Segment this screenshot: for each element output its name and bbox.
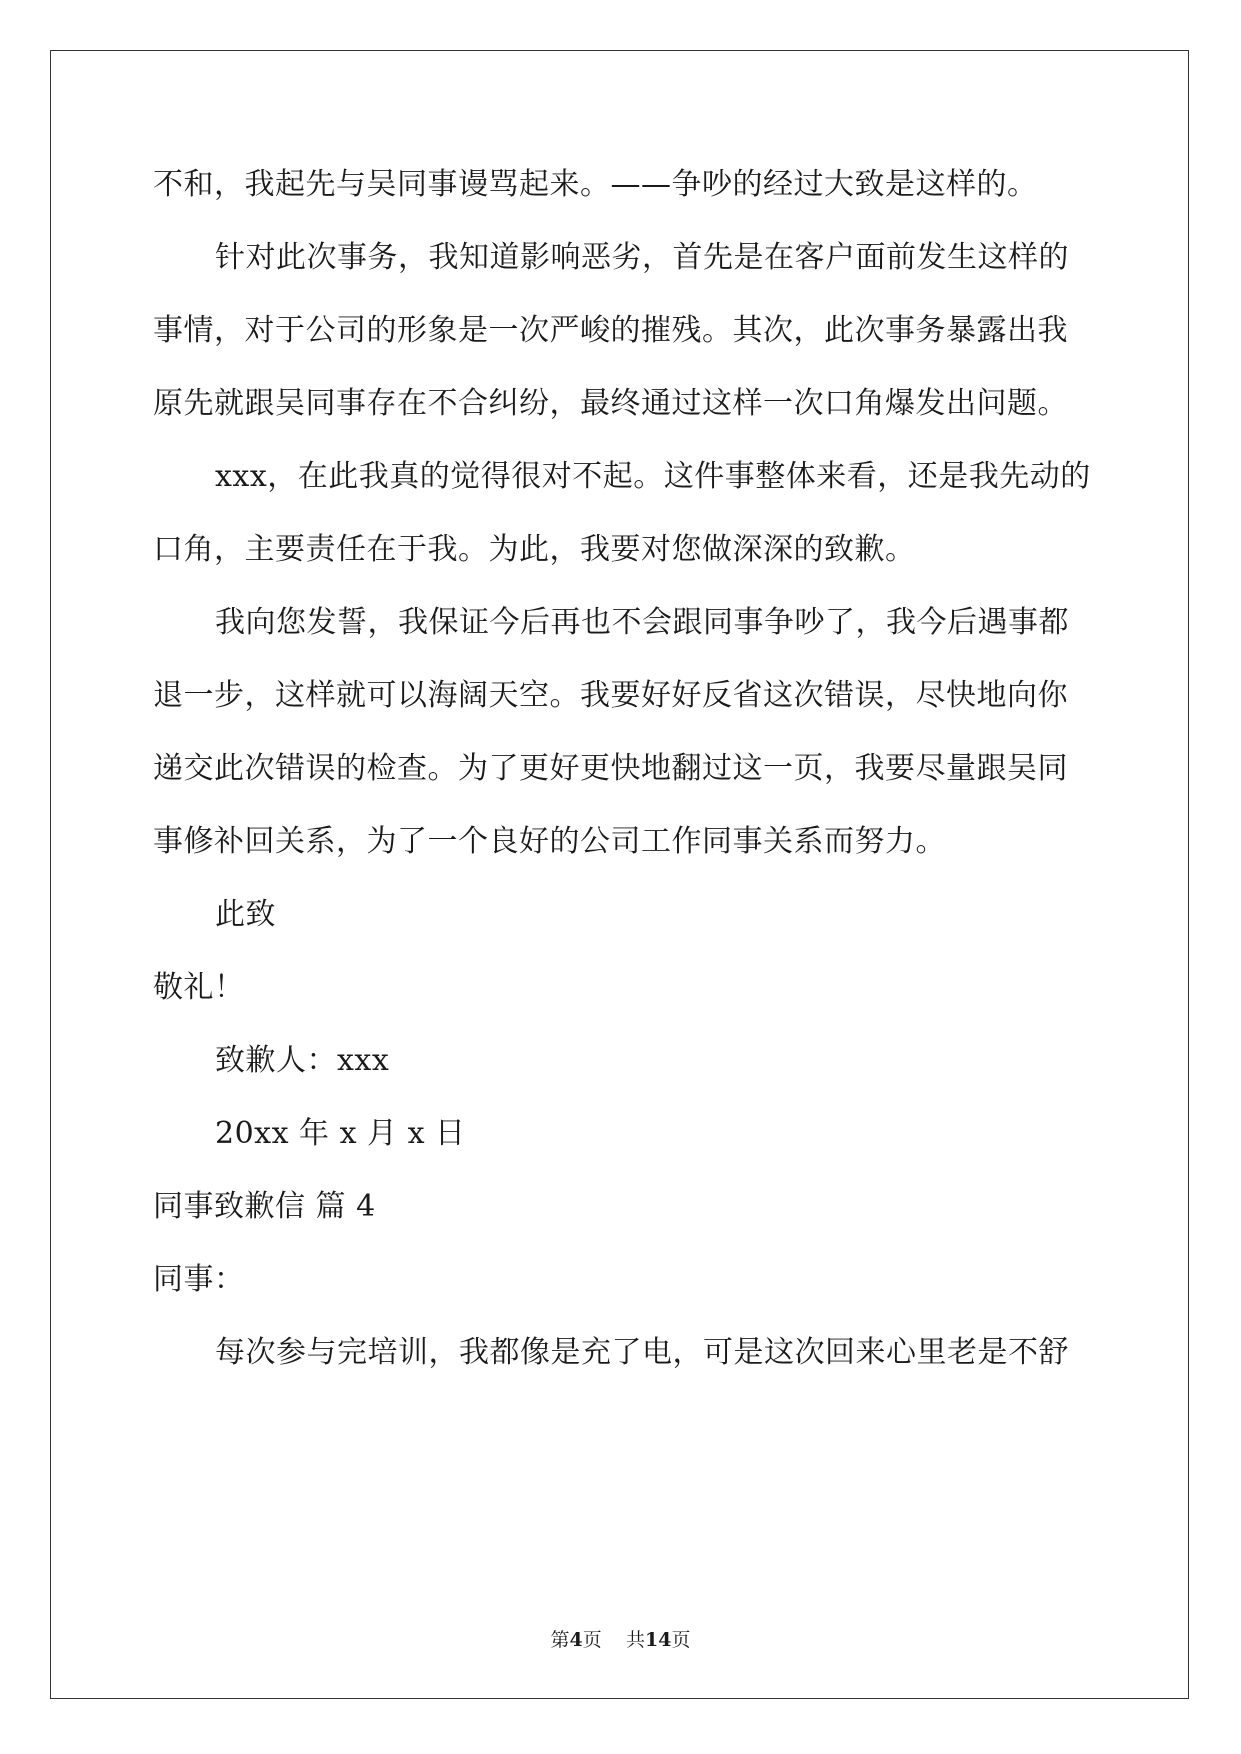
text-line: xxx，在此我真的觉得很对不起。这件事整体来看，还是我先动的 <box>215 459 1091 494</box>
signature-line: 致歉人：xxx <box>215 1043 390 1078</box>
closing-salutation: 此致 <box>215 897 276 932</box>
text-line: 每次参与完培训，我都像是充了电，可是这次回来心里老是不舒 <box>215 1335 1069 1370</box>
page-border <box>50 50 1189 1699</box>
text-line: 事修补回关系，为了一个良好的公司工作同事关系而努力。 <box>153 824 946 859</box>
text-line: 事情，对于公司的形象是一次严峻的摧残。其次，此次事务暴露出我 <box>153 313 1068 348</box>
footer-total-prefix: 共 <box>625 1629 645 1651</box>
footer-total-pages: 14 <box>644 1629 672 1651</box>
text-line: 退一步，这样就可以海阔天空。我要好好反省这次错误，尽快地向你 <box>153 678 1068 713</box>
text-line: 针对此次事务，我知道影响恶劣，首先是在客户面前发生这样的 <box>215 240 1069 275</box>
greeting-line: 同事： <box>153 1262 245 1297</box>
text-line: 递交此次错误的检查。为了更好更快地翻过这一页，我要尽量跟吴同 <box>153 751 1068 786</box>
section-title: 同事致歉信 篇 4 <box>153 1189 376 1224</box>
footer-page-number: 4 <box>569 1629 583 1651</box>
text-line: 不和，我起先与吴同事谩骂起来。——争吵的经过大致是这样的。 <box>153 167 1038 202</box>
footer-page-suffix: 页 <box>582 1629 602 1651</box>
date-line: 20xx 年 x 月 x 日 <box>215 1116 466 1151</box>
page-footer <box>0 1628 1241 1652</box>
text-line: 原先就跟吴同事存在不合纠纷，最终通过这样一次口角爆发出问题。 <box>153 386 1068 421</box>
text-line: 口角，主要责任在于我。为此，我要对您做深深的致歉。 <box>153 532 916 567</box>
footer-total-suffix: 页 <box>671 1629 691 1651</box>
closing-regards: 敬礼！ <box>153 970 245 1005</box>
footer-prefix: 第 <box>550 1629 570 1651</box>
text-line: 我向您发誓，我保证今后再也不会跟同事争吵了，我今后遇事都 <box>215 605 1069 640</box>
